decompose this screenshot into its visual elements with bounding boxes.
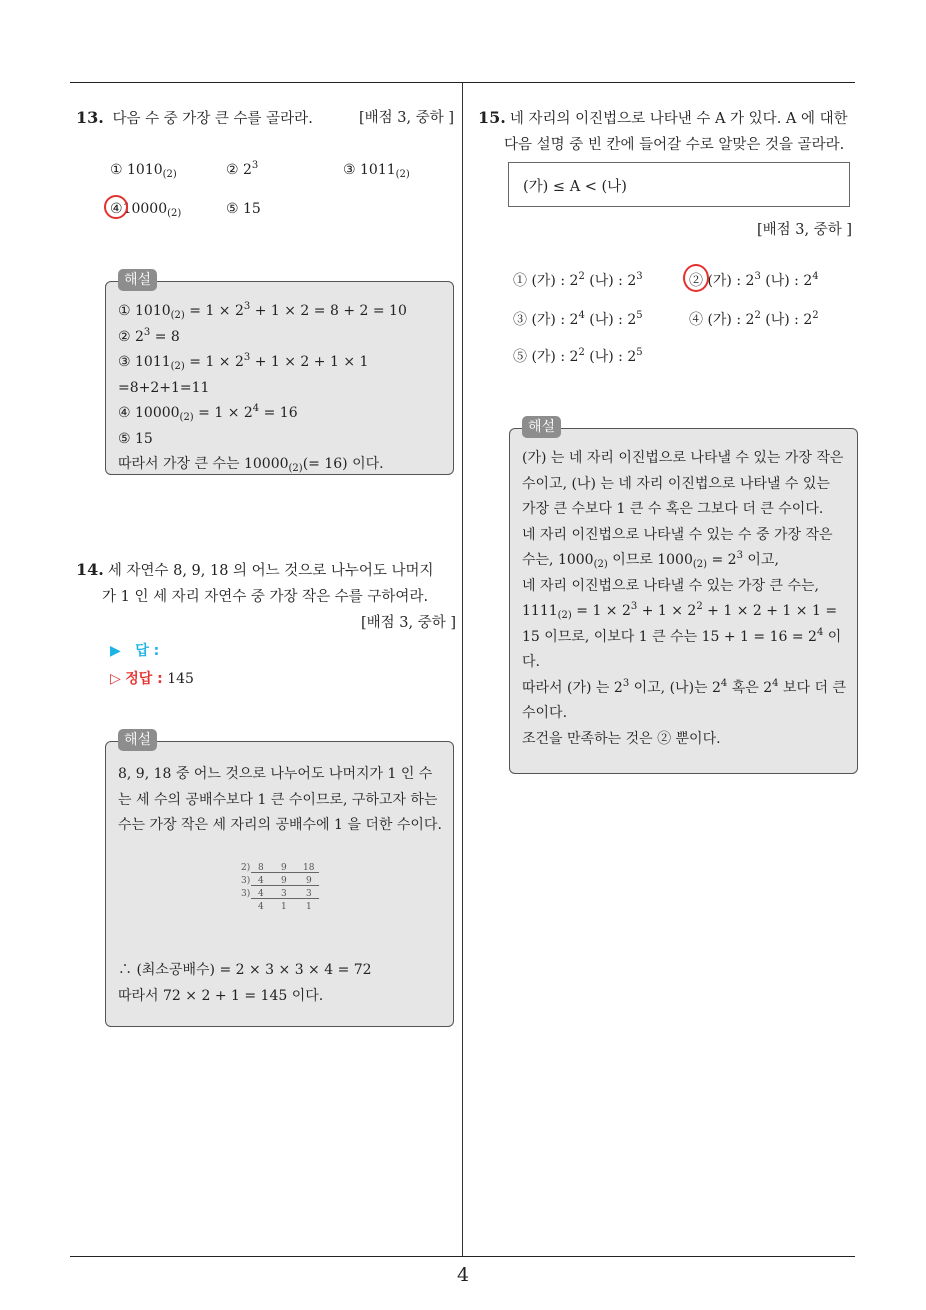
question-number: 14. (76, 560, 104, 579)
option-4[interactable]: $④10000_{(2)}$ (110, 201, 182, 219)
option-5[interactable]: ⑤ (가) : $2^2$ (나) : $2^5$ (513, 347, 643, 365)
option-2[interactable]: ② (가) : $2^3$ (나) : $2^4$ (689, 271, 819, 289)
correct-arrow-icon: ▷ (110, 671, 121, 687)
question-text-line1: 세 자연수 8, 9, 18 의 어느 것으로 나누어도 나머지 (107, 563, 434, 579)
solution-tag: 해설 (118, 729, 157, 751)
score-label: [배점 3, 중하 ] (756, 222, 852, 238)
solution-box-13 (105, 272, 454, 475)
condition-text: (가) ≤ A < (나) (523, 179, 627, 195)
correct-answer-row (110, 668, 194, 688)
solution-conclusion (118, 958, 443, 1009)
solution-box-14 (105, 732, 454, 1027)
answer-label: 답 : (135, 643, 160, 659)
score-label: [배점 3, 중하 ] (360, 615, 456, 631)
option-3[interactable]: ③ (가) : $2^4$ (나) : $2^5$ (513, 310, 643, 328)
option-4[interactable]: ④ (가) : $2^2$ (나) : $2^2$ (689, 310, 819, 328)
option-1[interactable]: ① $1010_{(2)}$ (110, 162, 177, 180)
answer-circle-mark (104, 195, 128, 219)
page-number: 4 (456, 1264, 470, 1286)
option-2[interactable]: ② $2^3$ (226, 160, 259, 178)
question-number: 15. (478, 108, 506, 127)
question-13 (76, 105, 454, 132)
correct-value: 145 (167, 671, 194, 687)
question-14 (76, 557, 456, 636)
question-text-line1: 네 자리의 이진법으로 나타낸 수 A 가 있다. A 에 대한 (509, 111, 848, 127)
condition-box (508, 162, 850, 207)
solution-paragraph: (가) 는 네 자리 이진법으로 나타낼 수 있는 가장 작은 수이고, (나) 는 네 자리 이진법으로 나타낼 수 있는 가장 큰 수보다 1 큰 수 혹은 그보다 더 큰 수이다. (522, 450, 844, 517)
option-3[interactable]: ③ $1011_{(2)}$ (343, 162, 410, 180)
question-number: 13. (76, 108, 104, 127)
footer-rule (70, 1256, 855, 1257)
solution-text: 8, 9, 18 중 어느 것으로 나누어도 나머지가 1 인 수는 세 수의 공배수보다 1 큰 수이므로, 구하고자 하는 수는 가장 작은 세 자리의 공배수에 1 을 더한 수이다. (118, 766, 442, 833)
column-divider (462, 83, 463, 1256)
answer-circle-mark (683, 264, 709, 292)
solution-body: (가) 는 네 자리 이진법으로 나타낼 수 있는 가장 작은 수이고, (나) 는 네 자리 이진법으로 나타낼 수 있는 가장 큰 수보다 1 큰 수 혹은 그보다 더 큰 수이다. 네 자리 이진법으로 나타낼 수 있는 수 중 가장 작은 수는, $1000_{(2)}$ 이므로 $1000_{(2)} = 2^3$ 이고, 네 자리 이진법으로 나타낼 수 있는 가장 큰 수는, $1111_{(2)} = 1 \times 2^3 + 1 \times 2^2 + 1 \times 2 + 1 \times 1 = 15$ 이므로, 이보다 1 큰 수는 $15 + 1 = 16 = 2^4$ 이다. 따라서 (가) 는 $2^3$ 이고, (나)는 $2^4$ 혹은 $2^4$ 보다 더 큰 수이다. 조건을 만족하는 것은 ② 뿐이다. (522, 446, 847, 752)
solution-box-15 (509, 419, 858, 774)
question-text-line2: 가 1 인 세 자리 자연수 중 가장 작은 수를 구하여라. (102, 589, 429, 605)
final-line: 따라서 72 × 2 + 1 = 145 이다. (118, 987, 324, 1004)
answer-row (110, 640, 159, 660)
score-label: [배점 3, 중하 ] (358, 110, 454, 126)
solution-body: ① $1010_{(2)} = 1 \times 2^3 + 1 \times 2 = 8 + 2 = 10$ ② $2^3 = 8$ ③ $1011_{(2)} = 1 \times 2^3 + 1 \times 2 + 1 \times 1 =8+2+1=11$ ④ $10000_{(2)} = 1 \times 2^4 = 16$ ⑤ 15 따라서 가장 큰 수는 $10000_{(2)}(= 16)$ 이다. (118, 301, 407, 474)
question-text-line2: 다음 설명 중 빈 칸에 들어갈 수로 알맞은 것을 골라라. (504, 137, 845, 153)
division-ladder: 2) 8 9 18 3) 4 9 9 3) 4 3 3 4 1 1 (241, 862, 321, 914)
lcm-line: ∴ (최소공배수) = 2 × 3 × 3 × 4 = 72 (118, 962, 372, 978)
correct-label: 정답 : (125, 671, 163, 687)
question-15 (478, 105, 860, 158)
solution-tag: 해설 (522, 416, 561, 438)
option-1[interactable]: ① (가) : $2^2$ (나) : $2^3$ (513, 271, 643, 289)
option-5[interactable]: ⑤ 15 (226, 201, 261, 217)
answer-arrow-icon: ▶ (110, 643, 121, 659)
question-text: 다음 수 중 가장 큰 수를 골라라. (112, 111, 313, 127)
solution-conclusion: 따라서 가장 큰 수는 10000 (118, 456, 289, 472)
solution-last-line: 조건을 만족하는 것은 ② 뿐이다. (522, 730, 721, 747)
solution-tag: 해설 (118, 269, 157, 291)
